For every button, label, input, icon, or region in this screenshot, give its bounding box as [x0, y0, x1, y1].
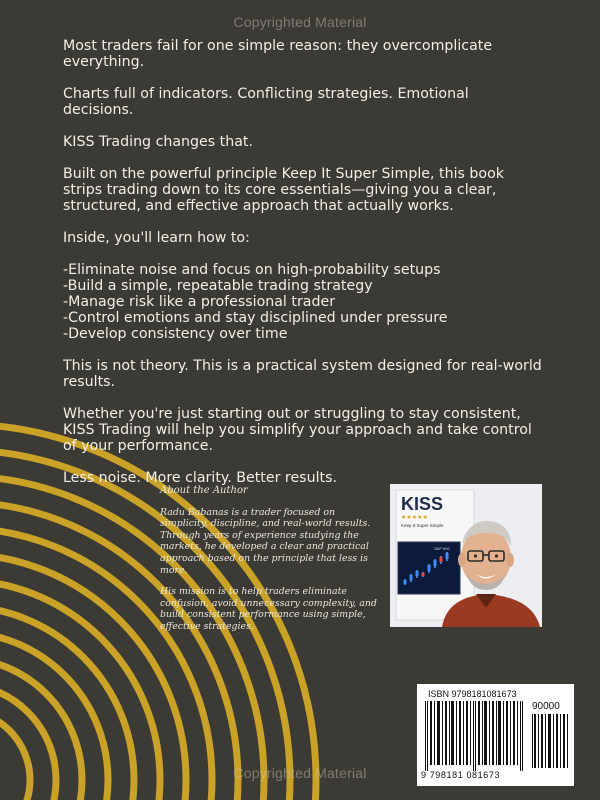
author-bio-line: Radu Babanas is a trader focused on simplicity, discipline, and real-world results. — [160, 506, 371, 530]
learning-list — [63, 262, 543, 342]
blurb-paragraph: Most traders fail for one simple reason: they overcomplicate everything. — [63, 38, 493, 70]
blurb-paragraph: Less noise. More clarity. Better results. — [63, 470, 337, 486]
list-item: -Eliminate noise and focus on high-probability setups — [63, 262, 441, 278]
isbn-digits: 9 798181 081673 — [421, 770, 501, 780]
list-item: -Develop consistency over time — [63, 326, 288, 342]
author-mission: His mission is to help traders eliminate confusion, avoid unnecessary complexity, and build consistent performance using simple, effective strategies. — [160, 586, 377, 632]
blurb-paragraph: Whether you're just starting out or struggling to stay consistent, KISS Trading will help you simplify your approach and take control of your performance. — [63, 406, 532, 454]
watermark-top: Copyrighted Material — [233, 14, 367, 30]
blurb-paragraph: KISS Trading changes that. — [63, 134, 254, 150]
list-item: -Control emotions and stay disciplined under pressure — [63, 310, 448, 326]
back-cover-blurb — [63, 38, 543, 502]
author-bio — [160, 507, 380, 577]
barcode-bars — [423, 701, 527, 771]
blurb-paragraph: This is not theory. This is a practical system designed for real-world results. — [63, 358, 542, 390]
monitor-chart-label: S&P 500 — [434, 546, 450, 551]
blurb-paragraph: Charts full of indicators. Conflicting strategies. Emotional decisions. — [63, 86, 469, 118]
about-author-section — [160, 485, 380, 643]
isbn-label: ISBN 9798181081673 — [428, 689, 517, 699]
author-photo — [390, 484, 542, 627]
watermark-bottom: Copyrighted Material — [233, 765, 367, 781]
about-author-heading: About the Author — [160, 485, 248, 496]
book-subtitle: Keep It Super Simple — [401, 523, 444, 528]
blurb-paragraph: Inside, you'll learn how to: — [63, 230, 250, 246]
list-item: -Build a simple, repeatable trading strategy — [63, 278, 373, 294]
price-code: 90000 — [532, 701, 560, 712]
book-title: KISS — [401, 494, 444, 514]
blurb-paragraph: Built on the powerful principle Keep It Super Simple, this book strips trading down to its core essentials—giving you a clear, structured, and effective approach that actually works. — [63, 166, 504, 214]
list-item: -Manage risk like a professional trader — [63, 294, 336, 310]
author-bio-line: Through years of experience studying the markets, he developed a clear and practical approach based on the principle that less is more. — [160, 529, 369, 576]
book-stars: ★★★★★ — [401, 514, 428, 521]
price-barcode-bars — [531, 714, 569, 768]
